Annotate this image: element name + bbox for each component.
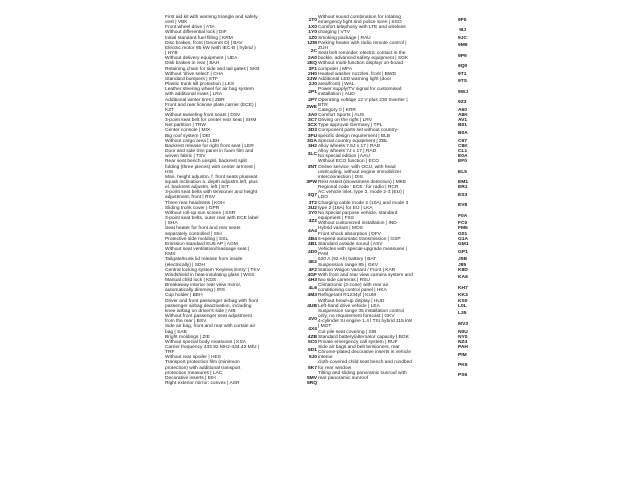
equipment-description: Charging cable mode 2 (10A) and mode 3 type 2 (16A) for EU | LKA [318, 200, 409, 211]
equipment-code: 2JW [306, 76, 317, 82]
equipment-description: Without sound combination for rotating emergency light and police siren | SSO [318, 15, 402, 26]
equipment-description: Parking heater with radio remote control | ZUH [318, 40, 407, 51]
equipment-description: Without roll-up sun screen | SSR [165, 210, 236, 216]
equipment-code: 3NT [307, 164, 317, 170]
equipment-description: Without multi-function display/ on-board computer | MFA [318, 61, 404, 72]
equipment-row [165, 283, 317, 293]
equipment-code: C67 [458, 138, 467, 144]
equipment-code: 4L6 [308, 285, 317, 291]
equipment-code: FC0 [458, 221, 468, 227]
equipment-code: 4D0 [308, 249, 317, 255]
equipment-code: PIM [458, 352, 467, 358]
equipment-code: 3FU [307, 133, 317, 139]
equipment-description: Private emergency call system | RUF [318, 339, 398, 345]
equipment-code: 5C0 [308, 339, 317, 345]
equipment-row [165, 345, 317, 355]
equipment-code: FM5 [458, 226, 468, 232]
equipment-description: Special country equipment | ZBL [318, 138, 388, 144]
equipment-description: Without head-up display | HUD [318, 298, 385, 304]
equipment-description: Breakaway interior rear view mirror, automatically dimming | IRS [165, 283, 242, 294]
equipment-code: 9T1 [458, 71, 467, 77]
equipment-row [318, 201, 466, 211]
equipment-code: KH7 [458, 285, 468, 291]
equipment-code: 9M9 [458, 43, 468, 49]
equipment-row [318, 165, 466, 180]
equipment-code: KA6 [458, 275, 468, 281]
equipment-description: Man. height adjustm. f. front seats plusseat squab inclination a. depth adjustm.left, plus el. backrest adjustm. left | SIT [165, 174, 258, 191]
equipment-description: Tailgate/trunk lid release from inside (electrically) | SDH [165, 257, 243, 268]
equipment-code: 5J0 [308, 355, 317, 361]
equipment-code: 3PW [306, 180, 317, 185]
equipment-code: 4V0 [308, 316, 317, 322]
equipment-description: Refrigerant R1234yf | KUM [318, 293, 377, 299]
equipment-description: Additional winter tires | ZBR [165, 97, 225, 103]
equipment-code: EL5 [458, 169, 467, 175]
equipment-description: No special purpose vehicle, standard equipment | FSS [318, 210, 398, 222]
equipment-description: 6-speed automatic transmission | GSP [318, 236, 401, 242]
equipment-description: Standard outside sound | ASV [318, 241, 383, 247]
equipment-row [165, 257, 317, 267]
equipment-description: Manual child lock | KDS [165, 277, 217, 283]
equipment-code: EM1 [458, 180, 469, 185]
equipment-code: ER1 [458, 185, 468, 191]
equipment-description: Disc brakes, front (Geomet D) | BAV [165, 40, 243, 46]
equipment-row [165, 46, 317, 56]
equipment-code: L35 [458, 311, 467, 317]
equipment-code: 9TS [458, 79, 467, 85]
equipment-description: Front shock absorption | DFV [318, 231, 381, 237]
equipment-row [165, 314, 317, 324]
equipment-description: Center console | MIX [165, 128, 211, 134]
equipment-code: 1Z0 [308, 35, 317, 41]
equipment-description: 3-point seat belts with tensioner and height adjustment, front | RSV [165, 190, 258, 201]
equipment-description: Regional code ' ECE ' for radio | RCR [318, 185, 399, 191]
equipment-row [318, 273, 466, 283]
equipment-description: No special edition | AAU [318, 154, 370, 160]
equipment-code: 9Z3 [458, 100, 467, 106]
equipment-description: Initial standard fuel filling | KRM [165, 35, 233, 41]
equipment-description: Central locking system 'Keyless Entry' | TKV [165, 267, 260, 273]
equipment-row [318, 350, 466, 360]
equipment-code: J85 [458, 262, 467, 268]
equipment-description: Type approval Germany | TPL [318, 123, 383, 129]
equipment-description: Online service, with OCU, with head unit/coding, without engine immobilizer interconnection | DIS [318, 164, 402, 180]
equipment-description: Plastic trunk sill protection | LKS [165, 82, 235, 88]
equipment-code: 3A0 [308, 112, 317, 118]
equipment-description: First aid kit with warning triangle and safety vest | VBK [165, 15, 258, 26]
equipment-description: Sliding trunk cover | GPR [165, 205, 220, 211]
equipment-description: Operating voltage 12 V plus 230 Inverter | BTR [318, 97, 408, 108]
equipment-description: Smoking package | RAU [318, 35, 371, 41]
equipment-row [165, 190, 317, 200]
equipment-code: 4F2 [308, 267, 317, 273]
equipment-description: Category 0 | KRR [318, 107, 356, 113]
equipment-code: 9JC [458, 35, 467, 41]
equipment-row [318, 128, 466, 138]
equipment-code: 2H0 [308, 71, 317, 77]
equipment-code: 2J0 [308, 82, 317, 88]
equipment-row [165, 159, 317, 174]
equipment-code: CL1 [458, 149, 468, 155]
equipment-code: 9Q0 [458, 63, 468, 69]
equipment-description: Without ECO function | ECO [318, 159, 380, 165]
equipment-code: G1A [458, 236, 469, 242]
equipment-description: Front and rear license plate carrier (ECE) | KZT [165, 102, 257, 113]
equipment-description: Without seat ventilation/massage seat | KMS [165, 247, 250, 258]
equipment-code: 2F1 [308, 66, 317, 72]
equipment-row [318, 98, 466, 108]
equipment-code: 3H2 [308, 143, 317, 149]
equipment-row [318, 371, 466, 381]
equipment-description: Suspension range 85 | GKV [318, 262, 378, 268]
equipment-code: 4M3 [307, 293, 317, 299]
equipment-row [318, 319, 469, 330]
equipment-code: GM1 [458, 241, 469, 247]
equipment-row [165, 247, 317, 257]
equipment-description: Disk brakes in rear | BAH [165, 61, 220, 67]
equipment-row [318, 211, 466, 221]
equipment-description: Heated washer nozzles, front | BWD [318, 71, 396, 77]
equipment-code: 2A0 [308, 56, 317, 62]
equipment-code: 9P9 [458, 53, 467, 59]
equipment-code: NY0 [458, 334, 468, 340]
equipment-description: Left-hand drive vehicle | LEA [318, 303, 380, 309]
equipment-row [318, 41, 466, 51]
equipment-description: Side air bag, front and rear with curtain air bag | SAB [165, 324, 256, 335]
equipment-code: 2P1 [308, 89, 317, 95]
equipment-row [318, 283, 466, 293]
equipment-description: Alloy wheels 7.5J x 17 | RAD [318, 143, 381, 149]
equipment-description: Without 'drive select' | CHA [165, 71, 224, 77]
equipment-code: 1ZM [307, 40, 317, 46]
equipment-description: Rear seat bench unsplit, backrest split folding (three pieces) with center armrest | HIS [165, 159, 256, 175]
equipment-row [165, 216, 317, 226]
equipment-row [165, 226, 317, 236]
equipment-row [318, 309, 466, 319]
equipment-code: N0U [458, 329, 468, 335]
equipment-code: 3GA [306, 138, 317, 144]
equipment-code: ES3 [458, 192, 468, 198]
equipment-code: G01 [458, 231, 468, 237]
equipment-row [318, 190, 466, 200]
equipment-description: Leather steering wheel for air bag system with additional mass | LRA [165, 87, 254, 98]
equipment-description: Seat belt reminder, electric contact in the buckle, advanced safety equipment | SGK [318, 51, 409, 62]
equipment-description: Hybrid variant | MOS [318, 226, 363, 232]
equipment-code: PAH [458, 345, 468, 350]
equipment-code: 2C [310, 48, 317, 54]
equipment-code: 3Q7 [307, 192, 317, 198]
equipment-code: 2P7 [308, 97, 317, 103]
equipment-description: Retaining chain for side and tail gates | SKB [165, 66, 260, 72]
equipment-code: 3Z2 [308, 218, 317, 224]
equipment-code: 5RQ [306, 381, 317, 387]
equipment-description: Transport protection film (minimum protection) with additional transport protection measures | LAC [165, 360, 241, 376]
equipment-code: B01 [458, 123, 467, 129]
equipment-code: 3U2 [308, 205, 317, 211]
equipment-description: Decorative inserts | EIH [165, 375, 216, 381]
equipment-description: Big roof system | DEI [165, 133, 211, 139]
equipment-code: 9WJ [458, 89, 469, 95]
equipment-description: Three rear headrests | KOH [165, 200, 225, 206]
equipment-description: Side air bags and belt tensioners, rear [318, 345, 400, 350]
equipment-code: EV8 [458, 203, 468, 209]
equipment-code: 3C7 [308, 118, 317, 124]
equipment-description: cloth-covered child seat bench and rundbed for rear window [318, 360, 412, 371]
equipment-row [165, 15, 317, 25]
equipment-list-right [318, 15, 469, 381]
equipment-row [318, 15, 466, 25]
equipment-code: PS6 [458, 373, 468, 379]
equipment-row [165, 87, 317, 97]
equipment-code: 3T2 [308, 200, 317, 206]
equipment-code: KS0 [458, 298, 468, 304]
equipment-code: GP1 [458, 249, 468, 255]
equipment-description: Chrome-plated decorative inserts in vehicle interior [318, 350, 411, 361]
equipment-description: Emission standard EU6 AP | AGM [165, 241, 238, 247]
equipment-code: 4GF [307, 272, 317, 278]
equipment-code: EF0 [458, 159, 467, 165]
equipment-code: 5D1 [308, 347, 317, 353]
equipment-description: Cup holder | BEH [165, 293, 203, 299]
equipment-code: KK3 [458, 293, 468, 299]
equipment-code: 9IJ [459, 27, 466, 33]
equipment-code: PK5 [458, 363, 468, 369]
equipment-description: With front and rear view camera system and two side cameras | RSU [318, 272, 413, 283]
equipment-code: 3Y0 [308, 210, 317, 216]
equipment-description: Without cargo area | LBH [165, 138, 220, 144]
equipment-description: AC vehicle inlet, type 2, mode 2-3 (EU) | LDO [318, 190, 405, 201]
equipment-row [165, 299, 317, 314]
equipment-description: Front wheel drive | ATA [165, 25, 215, 31]
equipment-code: C8K [458, 143, 468, 149]
equipment-code: AV1 [458, 118, 468, 124]
equipment-description: Standard bumpers | STF [165, 76, 218, 82]
equipment-code: 9F0 [458, 17, 467, 23]
equipment-code: K8D [458, 267, 468, 273]
equipment-row [318, 360, 466, 370]
equipment-row [165, 360, 317, 375]
equipment-description: Without delivery equipment | UEA [165, 56, 238, 62]
equipment-description: Backrest release for right front seat | LER [165, 143, 254, 149]
equipment-description: Door and side trim panel in foam film and woven fabric | TSV [165, 149, 254, 160]
equipment-code: 4B4 [308, 236, 317, 242]
equipment-row [165, 324, 317, 334]
equipment-code: 3LC [307, 151, 317, 157]
equipment-description: Right exterior mirror: convex | ASR [165, 381, 240, 387]
equipment-code: 4H3 [308, 277, 317, 283]
equipment-description: Seat heater for front and rear seats separately controlled | SIH [165, 226, 241, 237]
equipment-code: 5K7 [308, 365, 317, 371]
equipment-description: Net partition | TRW [165, 123, 206, 129]
equipment-row [165, 149, 317, 159]
equipment-code: 3D3 [308, 128, 317, 134]
equipment-row [165, 381, 317, 386]
equipment-description: Driving on the right | LRV [318, 118, 372, 124]
equipment-description: Driver and front passenger airbag with front passenger airbag deactivation, including knee airbag on driver's side | AIB [165, 298, 259, 314]
equipment-row [165, 175, 317, 190]
equipment-description: Climatronic (3-zone) with rear air conditioning control panel | HKA [318, 283, 389, 294]
equipment-description: Component parts set without country- specific design requirement | BLB [318, 128, 399, 139]
equipment-description: Without rear spoiler | HES [165, 355, 221, 361]
equipment-description: Cut pile seat covering | SIB [318, 329, 377, 335]
equipment-code: 1X0 [308, 25, 317, 31]
equipment-description: 3-point seat belt for center rear seat | SHM [165, 118, 257, 124]
equipment-code: 2WE [306, 105, 317, 111]
equipment-description: 3-point seat belts, outer rear with ECE label | SHA [165, 216, 259, 227]
equipment-description: Without swiveling front seats | DSV [165, 112, 241, 118]
equipment-row [318, 77, 466, 87]
equipment-row [318, 51, 466, 61]
equipment-description: Rest Assist (drowsiness detection) | MKE [318, 180, 407, 185]
equipment-row [318, 87, 469, 98]
equipment-description: Bright moldings | ZIE [165, 334, 210, 340]
equipment-row [318, 25, 466, 35]
equipment-description: Alloy wheels 7J x 17 | RAD [318, 149, 377, 155]
equipment-description: Without differential lock | DIF [165, 30, 227, 36]
equipment-code: F0A [458, 213, 468, 219]
equipment-code: A8K [458, 112, 468, 118]
equipment-code: 4X4 [308, 326, 317, 332]
equipment-code: A60 [458, 107, 467, 113]
equipment-description: Additional LED warning light (door area/front) | WAL [318, 76, 392, 88]
equipment-description: Electric motor 85 kW /with IEC-B ( hybrid ) | HYB [165, 45, 256, 57]
equipment-description: Standard battery/alternator capacity | BGK [318, 334, 409, 340]
equipment-row [165, 103, 317, 113]
equipment-code: L0L [458, 303, 467, 309]
equipment-description: Comfort Sports | AUS [318, 112, 365, 118]
equipment-description: 520 A (92 Ah) battery | BAT [318, 257, 377, 263]
equipment-description: 4-cylinder SI engine 1.4 l TSI hybrid 115 kW | MOT [318, 319, 413, 330]
equipment-code: 1T0 [308, 17, 317, 23]
equipment-code: MV3 [458, 321, 469, 327]
equipment-description: Without front passenger seat adjustment from the rear | BSV [165, 314, 252, 325]
equipment-code: 3CX [307, 123, 317, 129]
equipment-description: Comfort telephony with LTE and wireless charging | VTV [318, 25, 406, 36]
equipment-code: 4ZB [307, 334, 317, 340]
equipment-code: 5MV [306, 375, 317, 381]
equipment-description: Without special body measures | KSA [165, 339, 246, 345]
equipment-code: 1Y0 [308, 30, 317, 36]
equipment-description: Windshield in heat-insulating glass | WSS [165, 272, 255, 278]
equipment-code: NZ4 [458, 339, 468, 345]
equipment-description: Tilting and sliding panoramic sunroof with rear panoramic sunroof [318, 370, 407, 381]
equipment-list-left [165, 15, 317, 386]
equipment-description: Carrier frequency 433.92 MHz-434.42 Mhz | TRF [165, 345, 260, 356]
equipment-code: E0A [458, 154, 468, 160]
equipment-description: Station Wagon Variant / Front | KAR [318, 267, 396, 273]
equipment-description: Without customized installation | IND [318, 221, 397, 227]
equipment-description: Vehicles with special-upgrade measures | PAM [318, 247, 408, 258]
equipment-description: Power supply/TV signal for customised installation | AUD [318, 87, 402, 98]
equipment-code: B0A [458, 131, 468, 137]
equipment-code: 4B1 [308, 241, 317, 247]
equipment-row [318, 61, 466, 71]
equipment-code: 2EQ [307, 61, 317, 67]
equipment-code: 4UB [307, 303, 317, 309]
equipment-row [318, 247, 466, 257]
equipment-code: 4A4 [308, 228, 317, 234]
equipment-code: J0B [458, 257, 467, 263]
equipment-description: Protective side molding | SSL [165, 236, 229, 242]
equipment-code: 4E2 [308, 259, 317, 265]
equipment-description: Suspension range 35 installation control only, no requirement forecast | GKV [318, 308, 404, 320]
